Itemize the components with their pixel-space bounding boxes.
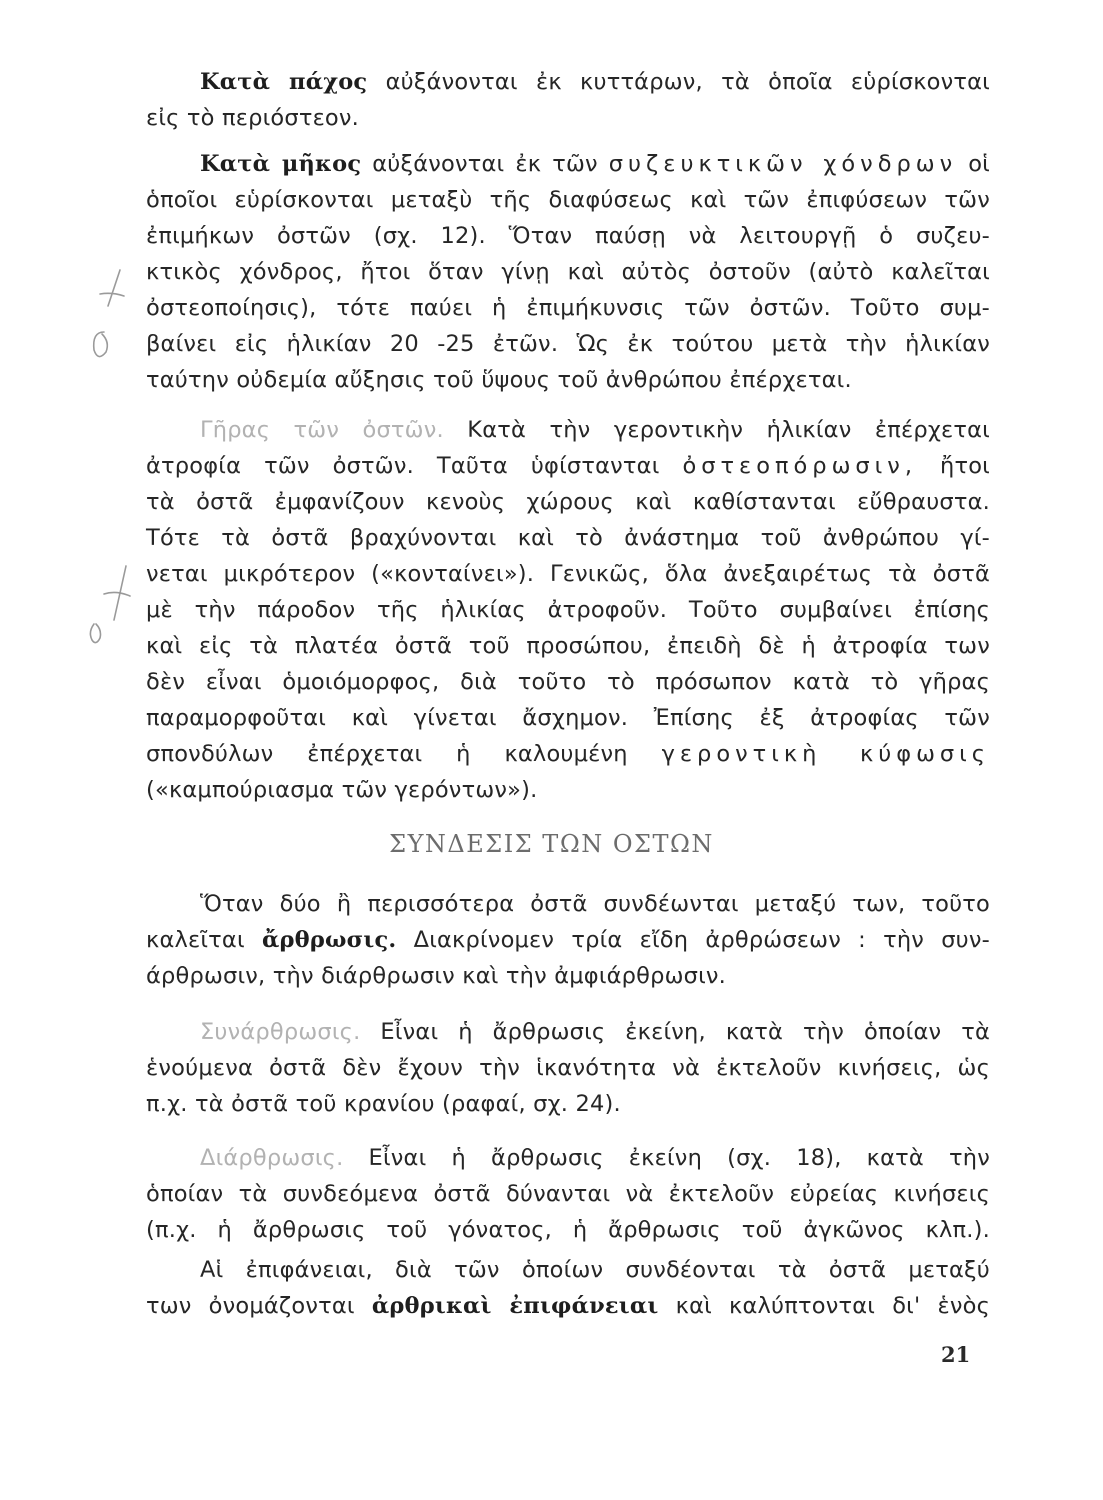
text-line: Συνάρθρωσις. Εἶναι ἡ ἄρθρωσις ἐκείνη, κατὰ τὴν ὁποίαν τὰ — [200, 1019, 991, 1045]
spaced-term: συζευκτικῶν χόνδρων — [608, 151, 958, 177]
spaced-term: γεροντικὴ κύφωσις — [661, 741, 990, 767]
text-line: σπονδύλων ἐπέρχεται ἡ καλουμένη γεροντικὴ κύφωσις — [146, 741, 990, 767]
text-line: ὁποίαν τὰ συνδεόμενα ὀστᾶ δύνανται νὰ ἐκτελοῦν εὐρείας κινήσεις — [146, 1181, 990, 1207]
text-line: παραμορφοῦται καὶ γίνεται ἄσχημον. Ἐπίσης ἐξ ἀτροφίας τῶν — [146, 705, 990, 731]
text-line: των ὀνομάζονται ἀρθρικαὶ ἐπιφάνειαι καὶ καλύπτονται δι' ἑνὸς — [146, 1293, 990, 1319]
text-line: καλεῖται ἄρθρωσις. Διακρίνομεν τρία εἴδη ἀρθρώσεων : τὴν συν- — [146, 927, 990, 953]
text-line: άρθρωσιν, τὴν διάρθρωσιν καὶ τὴν ἀμφιάρθρωσιν. — [146, 963, 727, 989]
text-line: («καμπούριασμα τῶν γερόντων»). — [146, 777, 538, 803]
text-line: ὁποῖοι εὑρίσκονται μεταξὺ τῆς διαφύσεως καὶ τῶν ἐπιφύσεων τῶν — [146, 187, 990, 213]
text-line: (π.χ. ἡ ἄρθρωσις τοῦ γόνατος, ἡ ἄρθρωσις τοῦ ἀγκῶνος κλπ.). — [146, 1217, 990, 1243]
handwritten-margin-mark-icon — [80, 560, 140, 670]
text-line: Κατὰ μῆκος αὐξάνονται ἐκ τῶν συζευκτικῶν χόνδρων οἱ — [200, 151, 990, 177]
text-line: ἑνούμενα ὀστᾶ δὲν ἔχουν τὴν ἱκανότητα νὰ ἐκτελοῦν κινήσεις, ὡς — [146, 1055, 990, 1081]
bold-term: Κατὰ πάχος — [200, 69, 368, 95]
text-line: ἀτροφία τῶν ὀστῶν. Ταῦτα ὑφίστανται ὀστεοπόρωσιν, ἤτοι — [146, 453, 990, 479]
text-line: Γῆρας τῶν ὀστῶν. Κατὰ τὴν γεροντικὴν ἡλικίαν ἐπέρχεται — [200, 417, 990, 443]
handwritten-margin-mark-icon — [78, 262, 138, 372]
text-line: καὶ εἰς τὰ πλατέα ὀστᾶ τοῦ προσώπου, ἐπειδὴ δὲ ἡ ἀτροφία των — [146, 633, 990, 659]
text-line: Τότε τὰ ὀστᾶ βραχύνονται καὶ τὸ ἀνάστημα τοῦ ἀνθρώπου γί- — [146, 525, 990, 551]
text-line: νεται μικρότερον («κονταίνει»). Γενικῶς, ὅλα ἀνεξαιρέτως τὰ ὀστᾶ — [146, 561, 990, 587]
page-number: 21 — [941, 1342, 971, 1367]
text-line: ταύτην οὐδεμία αὔξησις τοῦ ὕψους τοῦ ἀνθρώπου ἐπέρχεται. — [146, 367, 852, 393]
text-line: ὀστεοποίησις), τότε παύει ἡ ἐπιμήκυνσις τῶν ὀστῶν. Τοῦτο συμ- — [146, 295, 990, 321]
text-line: δὲν εἶναι ὁμοιόμορφος, διὰ τοῦτο τὸ πρόσωπον κατὰ τὸ γῆρας — [146, 669, 990, 695]
subsection-label: Γῆρας τῶν ὀστῶν. — [200, 417, 444, 443]
subsection-label: Συνάρθρωσις. — [200, 1019, 361, 1045]
text-line: Κατὰ πάχος αὐξάνονται ἐκ κυττάρων, τὰ ὁποῖα εὑρίσκονται — [200, 69, 990, 95]
text-line: π.χ. τὰ ὀστᾶ τοῦ κρανίου (ραφαί, σχ. 24). — [146, 1091, 621, 1117]
bold-term: ἄρθρωσις. — [261, 927, 397, 953]
bold-term: Κατὰ μῆκος — [200, 151, 362, 177]
text-line: Αἱ ἐπιφάνειαι, διὰ τῶν ὁποίων συνδέονται τὰ ὀστᾶ μεταξύ — [200, 1257, 990, 1283]
text-line: εἰς τὸ περιόστεον. — [146, 105, 360, 131]
text-line: Διάρθρωσις. Εἶναι ἡ ἄρθρωσις ἐκείνη (σχ. 18), κατὰ τὴν — [200, 1145, 990, 1171]
bold-term: ἀρθρικαὶ ἐπιφάνειαι — [371, 1293, 659, 1319]
spaced-term: ὀστεοπόρωσιν, — [682, 453, 918, 479]
text-line: κτικὸς χόνδρος, ἤτοι ὅταν γίνῃ καὶ αὐτὸς ὀστοῦν (αὐτὸ καλεῖται — [146, 259, 990, 285]
text-line: τὰ ὀστᾶ ἐμφανίζουν κενοὺς χώρους καὶ καθίστανται εὔθραυστα. — [146, 489, 990, 515]
subsection-label: Διάρθρωσις. — [200, 1145, 344, 1171]
text-line: Ὅταν δύο ἢ περισσότερα ὀστᾶ συνδέωνται μεταξύ των, τοῦτο — [200, 891, 990, 917]
section-heading: ΣΥΝΔΕΣΙΣ ΤΩΝ ΟΣΤΩΝ — [389, 830, 714, 858]
text-line: ἐπιμήκων ὀστῶν (σχ. 12). Ὅταν παύσῃ νὰ λειτουργῇ ὁ συζευ- — [146, 223, 990, 249]
text-line: βαίνει εἰς ἡλικίαν 20 -25 ἐτῶν. Ὡς ἐκ τούτου μετὰ τὴν ἡλικίαν — [146, 331, 990, 357]
text-line: μὲ τὴν πάροδον τῆς ἡλικίας ἀτροφοῦν. Τοῦτο συμβαίνει ἐπίσης — [146, 597, 990, 623]
